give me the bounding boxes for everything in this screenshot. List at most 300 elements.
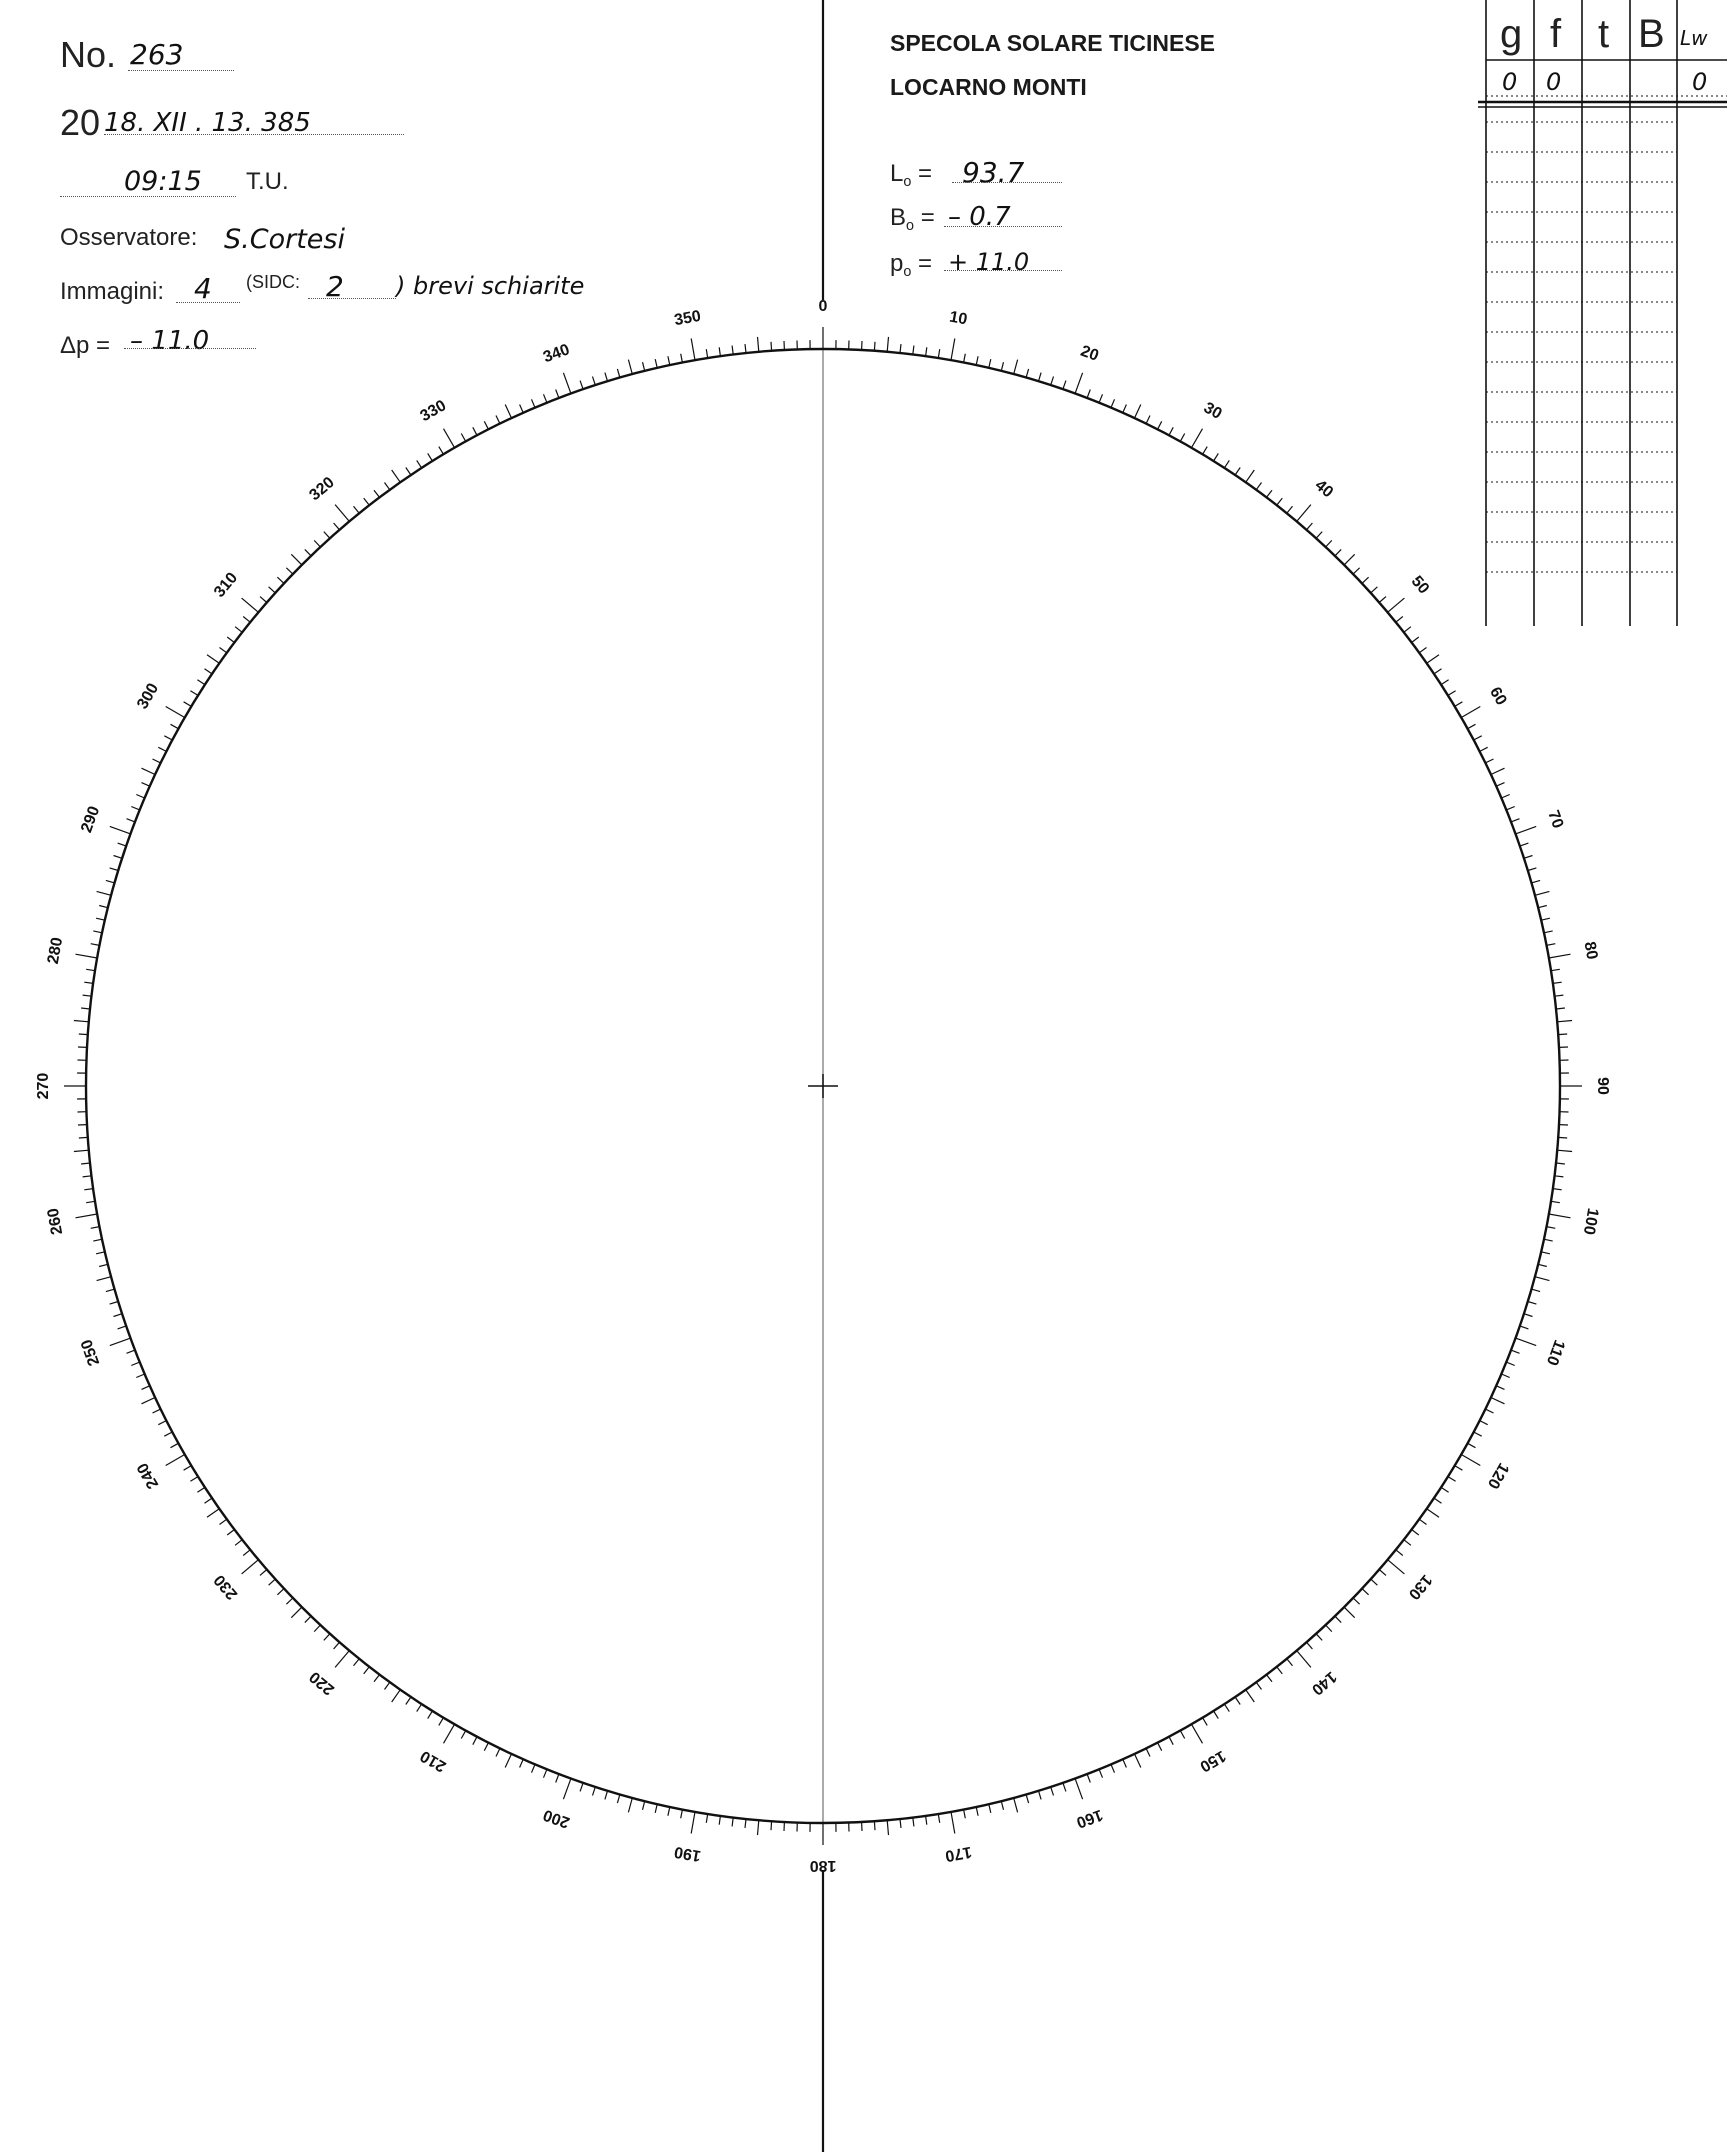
degree-tick [99, 1264, 108, 1266]
degree-tick [938, 1814, 939, 1823]
degree-tick [1192, 1724, 1203, 1743]
degree-label: 260 [44, 1206, 67, 1236]
degree-tick [484, 421, 488, 429]
degree-tick [1496, 1386, 1504, 1390]
p0-equals: = [918, 250, 933, 277]
degree-tick [364, 498, 370, 505]
degree-tick [166, 1455, 185, 1466]
degree-tick [1353, 568, 1359, 574]
degree-tick [1441, 680, 1449, 685]
degree-tick [1099, 1769, 1102, 1777]
degree-tick [1379, 597, 1386, 603]
degree-tick [374, 490, 380, 497]
degree-tick [989, 359, 991, 368]
degree-tick [93, 931, 102, 933]
degree-tick [900, 344, 901, 353]
degree-tick [887, 1820, 888, 1835]
degree-tick [719, 347, 720, 356]
degree-tick [1558, 1034, 1567, 1035]
l0-subscript: o [903, 174, 912, 191]
degree-tick [444, 1724, 455, 1743]
degree-tick [1520, 843, 1529, 846]
degree-tick [131, 807, 139, 810]
degree-tick [1026, 369, 1029, 378]
degree-tick [1501, 1374, 1509, 1378]
degree-tick [1480, 1421, 1488, 1425]
degree-tick [428, 1711, 433, 1719]
degree-tick [1123, 1759, 1127, 1767]
l0-letter: L [890, 160, 904, 187]
degree-tick [691, 1812, 695, 1834]
degree-tick [1123, 405, 1127, 413]
degree-label: 0 [818, 298, 828, 316]
degree-tick [473, 1737, 477, 1745]
degree-tick [81, 1163, 90, 1164]
degree-tick [1297, 505, 1311, 522]
degree-tick [1224, 460, 1229, 468]
degree-tick [1558, 1137, 1567, 1138]
degree-tick [1075, 1779, 1083, 1800]
degree-label: 340 [541, 341, 572, 367]
degree-tick [1388, 1560, 1405, 1574]
l0-equals: = [918, 160, 933, 187]
degree-tick [1531, 1289, 1540, 1292]
degree-tick [1556, 1163, 1565, 1164]
degree-tick [164, 736, 172, 740]
degree-tick [205, 1498, 213, 1503]
sidc-note: ) brevi schiarite [396, 272, 585, 300]
degree-tick [1180, 1731, 1184, 1739]
degree-tick [1531, 880, 1540, 883]
degree-tick [505, 405, 511, 419]
degree-tick [473, 427, 477, 435]
degree-tick [1146, 416, 1150, 424]
degree-tick [242, 598, 259, 612]
degree-tick [83, 1176, 92, 1177]
degree-tick [1388, 598, 1405, 612]
degree-tick [1485, 759, 1493, 763]
degree-tick [118, 843, 127, 846]
degree-tick [1326, 1625, 1332, 1632]
delta-p-label: Δp = [60, 332, 111, 359]
degree-tick [1419, 1519, 1426, 1524]
degree-tick [1547, 944, 1556, 946]
degree-tick [97, 891, 112, 895]
degree-tick [1180, 434, 1184, 442]
degree-tick [269, 587, 276, 593]
degree-tick [976, 356, 978, 365]
degree-tick [374, 1675, 380, 1682]
degree-tick [887, 337, 888, 352]
degree-tick [227, 637, 234, 643]
degree-tick [1001, 1801, 1003, 1810]
degree-tick [1491, 1398, 1505, 1404]
degree-tick [628, 360, 632, 375]
no-value: 263 [130, 38, 184, 71]
degree-tick [190, 1477, 198, 1482]
degree-tick [1547, 1227, 1556, 1229]
delta-p-value: – 11.0 [130, 326, 210, 356]
degree-tick [1267, 490, 1273, 497]
degree-tick [444, 429, 455, 448]
degree-label: 40 [1311, 476, 1337, 502]
degree-tick [655, 359, 657, 368]
degree-tick [580, 1783, 583, 1792]
degree-tick [81, 1008, 90, 1009]
degree-label: 270 [35, 1072, 53, 1100]
col-header-B: B [1638, 12, 1665, 56]
degree-tick [1535, 891, 1550, 895]
degree-label: 190 [673, 1842, 703, 1865]
degree-tick [1461, 707, 1480, 718]
degree-tick [118, 1326, 127, 1329]
b0-letter: B [890, 204, 907, 231]
degree-label: 330 [417, 397, 450, 426]
degree-tick [205, 669, 213, 674]
degree-tick [1434, 669, 1442, 674]
degree-tick [1235, 468, 1240, 476]
degree-tick [732, 346, 733, 355]
observer-value: S.Cortesi [224, 224, 345, 255]
degree-tick [190, 691, 198, 696]
degree-tick [668, 356, 670, 365]
degree-tick [745, 344, 746, 353]
degree-tick [461, 434, 465, 442]
degree-tick [136, 1374, 144, 1378]
sidc-label: (SIDC: [246, 272, 300, 292]
degree-tick [83, 995, 92, 996]
degree-tick [1524, 1314, 1533, 1317]
degree-tick [593, 1787, 596, 1796]
degree-tick [127, 819, 136, 822]
degree-tick [505, 1754, 511, 1768]
degree-tick [496, 416, 500, 424]
degree-tick [184, 702, 192, 707]
degree-tick [354, 506, 360, 513]
degree-tick [938, 349, 939, 358]
degree-tick [1335, 1616, 1341, 1622]
degree-tick [1396, 617, 1403, 623]
degree-tick [1371, 1579, 1378, 1585]
degree-tick [1051, 1787, 1054, 1796]
degree-label: 150 [1196, 1746, 1229, 1775]
degree-label: 20 [1078, 342, 1101, 365]
degree-tick [1326, 540, 1332, 547]
degree-tick [242, 1560, 259, 1574]
degree-tick [335, 505, 349, 522]
degree-tick [260, 597, 267, 603]
degree-tick [93, 1239, 102, 1241]
degree-tick [364, 1667, 370, 1674]
degree-label: 320 [306, 473, 338, 505]
degree-tick [556, 1774, 559, 1783]
degree-tick [1111, 1764, 1115, 1772]
degree-tick [314, 1625, 320, 1632]
degree-tick [1455, 702, 1463, 707]
degree-tick [260, 1570, 267, 1576]
degree-tick [900, 1819, 901, 1828]
cell-Lw-0: 0 [1692, 68, 1708, 96]
images-value: 4 [194, 272, 212, 305]
degree-tick [96, 918, 105, 920]
degree-tick [1553, 1189, 1562, 1190]
degree-tick [719, 1816, 720, 1825]
degree-tick [1461, 1455, 1480, 1466]
degree-tick [1307, 1642, 1313, 1649]
degree-tick [1362, 1589, 1369, 1595]
degree-tick [184, 1466, 192, 1471]
degree-tick [1404, 1540, 1411, 1546]
degree-tick [771, 1821, 772, 1830]
degree-tick [1158, 421, 1162, 429]
degree-label: 140 [1308, 1667, 1340, 1699]
degree-tick [989, 1804, 991, 1813]
degree-tick [197, 1487, 205, 1492]
degree-tick [913, 1818, 914, 1827]
degree-tick [926, 1816, 927, 1825]
degree-tick [385, 1682, 390, 1689]
degree-tick [1039, 1791, 1042, 1800]
degree-tick [305, 1616, 311, 1622]
degree-tick [668, 1807, 670, 1816]
images-label: Immagini: [60, 278, 165, 305]
degree-tick [1427, 655, 1439, 664]
degree-tick [291, 1607, 302, 1618]
degree-tick [277, 577, 284, 583]
degree-tick [628, 1798, 632, 1813]
degree-tick [1434, 1498, 1442, 1503]
degree-tick [392, 470, 401, 482]
degree-tick [1480, 747, 1488, 751]
degree-tick [951, 339, 955, 361]
degree-tick [1412, 637, 1419, 643]
degree-tick [439, 1718, 444, 1726]
col-header-f: f [1550, 12, 1562, 56]
degree-tick [1516, 1338, 1537, 1346]
degree-tick [97, 1277, 112, 1281]
degree-tick [1441, 1487, 1449, 1492]
degree-tick [392, 1690, 401, 1702]
degree-tick [131, 1362, 139, 1365]
degree-label: 280 [44, 936, 67, 966]
degree-tick [74, 1021, 89, 1022]
degree-tick [758, 337, 759, 352]
degree-tick [520, 405, 524, 413]
degree-tick [114, 856, 123, 859]
degree-label: 110 [1542, 1337, 1568, 1368]
degree-tick [1549, 954, 1571, 958]
degree-label: 90 [1593, 1077, 1611, 1095]
l0-value: 93.7 [962, 156, 1025, 189]
degree-label: 100 [1579, 1206, 1602, 1236]
degree-tick [1214, 453, 1219, 461]
degree-tick [334, 1642, 340, 1649]
degree-tick [305, 549, 311, 555]
p0-subscript: o [903, 264, 912, 281]
count-table-grid [1478, 0, 1727, 626]
degree-tick [207, 655, 219, 664]
degree-tick [1551, 969, 1560, 970]
degree-label: 310 [210, 569, 242, 601]
observer-label: Osservatore: [60, 224, 198, 251]
degree-tick [964, 354, 966, 363]
degree-tick [171, 1443, 179, 1447]
degree-tick [243, 617, 250, 623]
degree-tick [605, 373, 608, 382]
degree-tick [1026, 1794, 1029, 1803]
degree-tick [1491, 768, 1505, 774]
degree-tick [142, 783, 150, 787]
degree-tick [1468, 724, 1476, 728]
degree-tick [197, 680, 205, 685]
degree-label: 160 [1074, 1805, 1105, 1831]
degree-tick [136, 795, 144, 799]
degree-tick [745, 1819, 746, 1828]
degree-tick [164, 1432, 172, 1436]
degree-tick [439, 447, 444, 455]
time-unit: T.U. [246, 168, 289, 195]
degree-tick [158, 1421, 166, 1425]
degree-tick [1544, 931, 1553, 933]
degree-label: 240 [134, 1459, 163, 1492]
degree-tick [142, 1386, 150, 1390]
degree-tick [1556, 1008, 1565, 1009]
degree-tick [1224, 1704, 1229, 1712]
degree-label: 230 [210, 1571, 242, 1603]
degree-tick [913, 346, 914, 355]
degree-tick [269, 1579, 276, 1585]
degree-tick [1063, 1783, 1066, 1792]
degree-tick [314, 540, 320, 547]
degree-tick [1169, 427, 1173, 435]
degree-tick [1051, 377, 1054, 386]
degree-tick [291, 554, 302, 565]
degree-tick [385, 483, 390, 490]
degree-tick [532, 399, 536, 407]
degree-tick [1307, 523, 1313, 530]
degree-tick [142, 768, 156, 774]
degree-tick [1267, 1675, 1273, 1682]
degree-tick [1520, 1326, 1529, 1329]
degree-tick [1511, 819, 1520, 822]
degree-tick [91, 944, 100, 946]
degree-tick [1192, 429, 1203, 448]
degree-tick [334, 523, 340, 530]
degree-label: 120 [1483, 1459, 1512, 1492]
degree-tick [1541, 918, 1550, 920]
p0-letter: p [890, 250, 904, 277]
degree-tick [428, 453, 433, 461]
degree-label: 30 [1200, 399, 1225, 423]
degree-label: 200 [541, 1805, 572, 1831]
degree-tick [166, 707, 185, 718]
degree-tick [1528, 1302, 1537, 1305]
degree-tick [580, 381, 583, 390]
degree-tick [1169, 1737, 1173, 1745]
degree-label: 10 [948, 308, 969, 329]
degree-tick [1524, 856, 1533, 859]
degree-tick [1448, 691, 1456, 696]
degree-tick [1557, 1021, 1572, 1022]
degree-tick [926, 347, 927, 356]
degree-tick [1335, 549, 1341, 555]
institution-line2: LOCARNO MONTI [890, 74, 1087, 100]
degree-label: 290 [78, 804, 104, 835]
degree-tick [1544, 1239, 1553, 1241]
degree-tick [1014, 1798, 1018, 1813]
degree-tick [1455, 1466, 1463, 1471]
degree-label: 130 [1404, 1571, 1436, 1603]
degree-tick [91, 1227, 100, 1229]
degree-tick [354, 1659, 360, 1666]
degree-tick [1099, 394, 1102, 402]
degree-tick [758, 1820, 759, 1835]
b0-equals: = [920, 204, 935, 231]
degree-tick [1246, 470, 1255, 482]
degree-tick [1277, 1667, 1283, 1674]
degree-tick [532, 1764, 536, 1772]
degree-tick [84, 1189, 93, 1190]
degree-tick [1235, 1697, 1240, 1705]
institution-line1: SPECOLA SOLARE TICINESE [890, 30, 1216, 56]
degree-tick [235, 627, 242, 633]
degree-tick [1553, 982, 1562, 983]
degree-tick [220, 1519, 227, 1524]
degree-tick [1158, 1743, 1162, 1751]
degree-tick [1555, 1176, 1564, 1177]
degree-tick [207, 1509, 219, 1518]
degree-tick [84, 982, 93, 983]
degree-label: 300 [134, 680, 163, 713]
degree-tick [1087, 390, 1090, 399]
degree-tick [1146, 1748, 1150, 1756]
degree-label: 250 [78, 1337, 104, 1368]
degree-tick [324, 1634, 330, 1641]
degree-tick [1412, 1530, 1419, 1536]
degree-label: 220 [306, 1667, 338, 1699]
degree-tick [1087, 1774, 1090, 1783]
degree-tick [74, 1150, 89, 1151]
degree-tick [1075, 373, 1083, 394]
degree-tick [1379, 1570, 1386, 1576]
degree-tick [1001, 362, 1003, 371]
degree-tick [406, 1697, 411, 1705]
degree-tick [1549, 1214, 1571, 1218]
degree-tick [1203, 447, 1208, 455]
degree-tick [1511, 1350, 1520, 1353]
degree-tick [79, 1137, 88, 1138]
degree-tick [110, 1338, 131, 1346]
degree-tick [771, 342, 772, 351]
time-value: 09:15 [124, 166, 202, 197]
degree-tick [681, 1810, 683, 1819]
degree-tick [96, 1252, 105, 1254]
degree-tick [277, 1589, 284, 1595]
degree-tick [461, 1731, 465, 1739]
degree-tick [874, 342, 875, 351]
degree-tick [1362, 577, 1369, 583]
degree-tick [1404, 627, 1411, 633]
degree-tick [976, 1807, 978, 1816]
degree-tick [1501, 795, 1509, 799]
degree-tick [1344, 1607, 1355, 1618]
degree-label: 70 [1544, 808, 1567, 831]
degree-tick [1468, 1443, 1476, 1447]
degree-tick [153, 1409, 161, 1413]
b0-subscript: o [906, 218, 915, 235]
degree-label: 50 [1407, 572, 1433, 598]
degree-tick [563, 373, 571, 394]
